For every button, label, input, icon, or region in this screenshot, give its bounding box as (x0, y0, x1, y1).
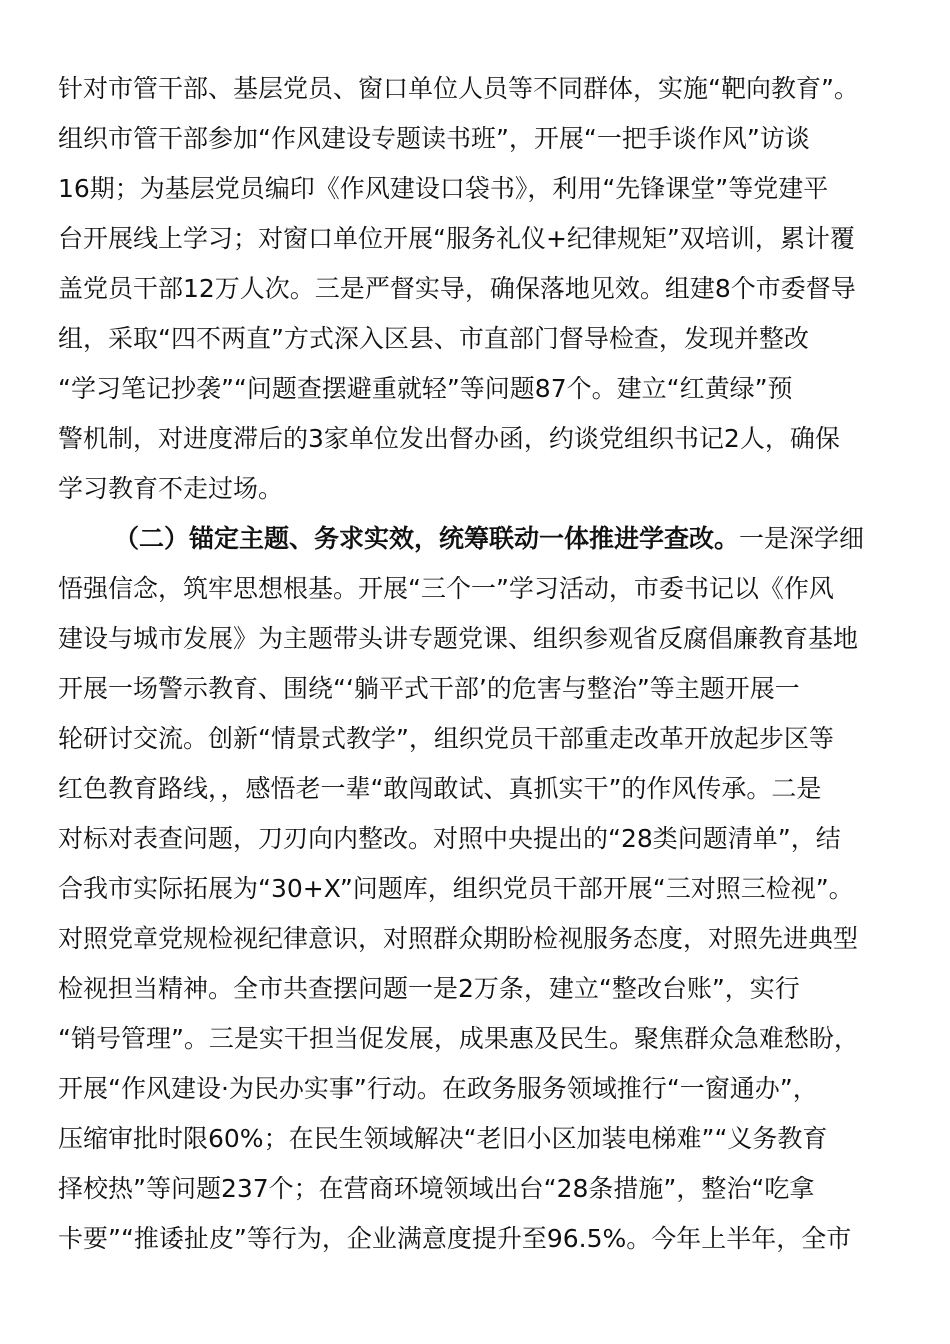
text-line: 开展“作风建设·为民办实事”行动。在政务服务领域推行“一窗通办”， (58, 1074, 818, 1103)
text-line: 学习教育不走过场。 (58, 474, 284, 503)
text-line: 对照党章党规检视纪律意识，对照群众期盼检视服务态度，对照先进典型 (58, 924, 859, 953)
text-line: 合我市实际拓展为“30+X”问题库，组织党员干部开展“三对照三检视”。 (58, 874, 854, 903)
section-heading-line (58, 514, 898, 564)
text-line: 红色教育路线，，感悟老一辈“敢闯敢试、真抓实干”的作风传承。二是 (58, 774, 822, 803)
text-line: 择校热”等问题237个；在营商环境领域出台“28条措施”，整治“吃拿 (58, 1174, 815, 1203)
text-line: “销号管理”。三是实干担当促发展，成果惠及民生。聚焦群众急难愁盼， (58, 1024, 859, 1053)
text-line: “学习笔记抄袭”“问题查摆避重就轻”等问题87个。建立“红黄绿”预 (58, 374, 793, 403)
text-line: 检视担当精神。全市共查摆问题一是2万条，建立“整改台账”，实行 (58, 974, 800, 1003)
text-line: 盖党员干部12万人次。三是严督实导，确保落地见效。组建8个市委督导 (58, 274, 856, 303)
text-line: 悟强信念，筑牢思想根基。开展“三个一”学习活动，市委书记以《作风 (58, 574, 834, 603)
text-line: 开展一场警示教育、围绕“‘躺平式干部’的危害与整治”等主题开展一 (58, 674, 800, 703)
section-heading-continuation: 一是深学细 (739, 524, 865, 553)
text-line: 组，采取“四不两直”方式深入区县、市直部门督导检查，发现并整改 (58, 324, 809, 353)
text-line: 对标对表查问题，刀刃向内整改。对照中央提出的“28类问题清单”，结 (58, 824, 841, 853)
text-line: 16期；为基层党员编印《作风建设口袋书》，利用“先锋课堂”等党建平 (58, 174, 829, 203)
section-heading: （二）锚定主题、务求实效，统筹联动一体推进学查改。 (114, 524, 740, 553)
text-line: 台开展线上学习；对窗口单位开展“服务礼仪+纪律规矩”双培训，累计覆 (58, 224, 855, 253)
text-line: 轮研讨交流。创新“情景式教学”，组织党员干部重走改革开放起步区等 (58, 724, 834, 753)
document-body (58, 64, 898, 1264)
text-line: 压缩审批时限60%；在民生领域解决“老旧小区加装电梯难”“义务教育 (58, 1124, 828, 1153)
text-line: 卡要”“推诿扯皮”等行为，企业满意度提升至96.5%。今年上半年，全市 (58, 1224, 852, 1253)
text-line: 建设与城市发展》为主题带头讲专题党课、组织参观省反腐倡廉教育基地 (58, 624, 859, 653)
text-line: 组织市管干部参加“作风建设专题读书班”，开展“一把手谈作风”访谈 (58, 124, 810, 153)
text-line: 警机制，对进度滞后的3家单位发出督办函，约谈党组织书记2人，确保 (58, 424, 840, 453)
text-line: 针对市管干部、基层党员、窗口单位人员等不同群体，实施“靶向教育”。 (58, 74, 859, 103)
